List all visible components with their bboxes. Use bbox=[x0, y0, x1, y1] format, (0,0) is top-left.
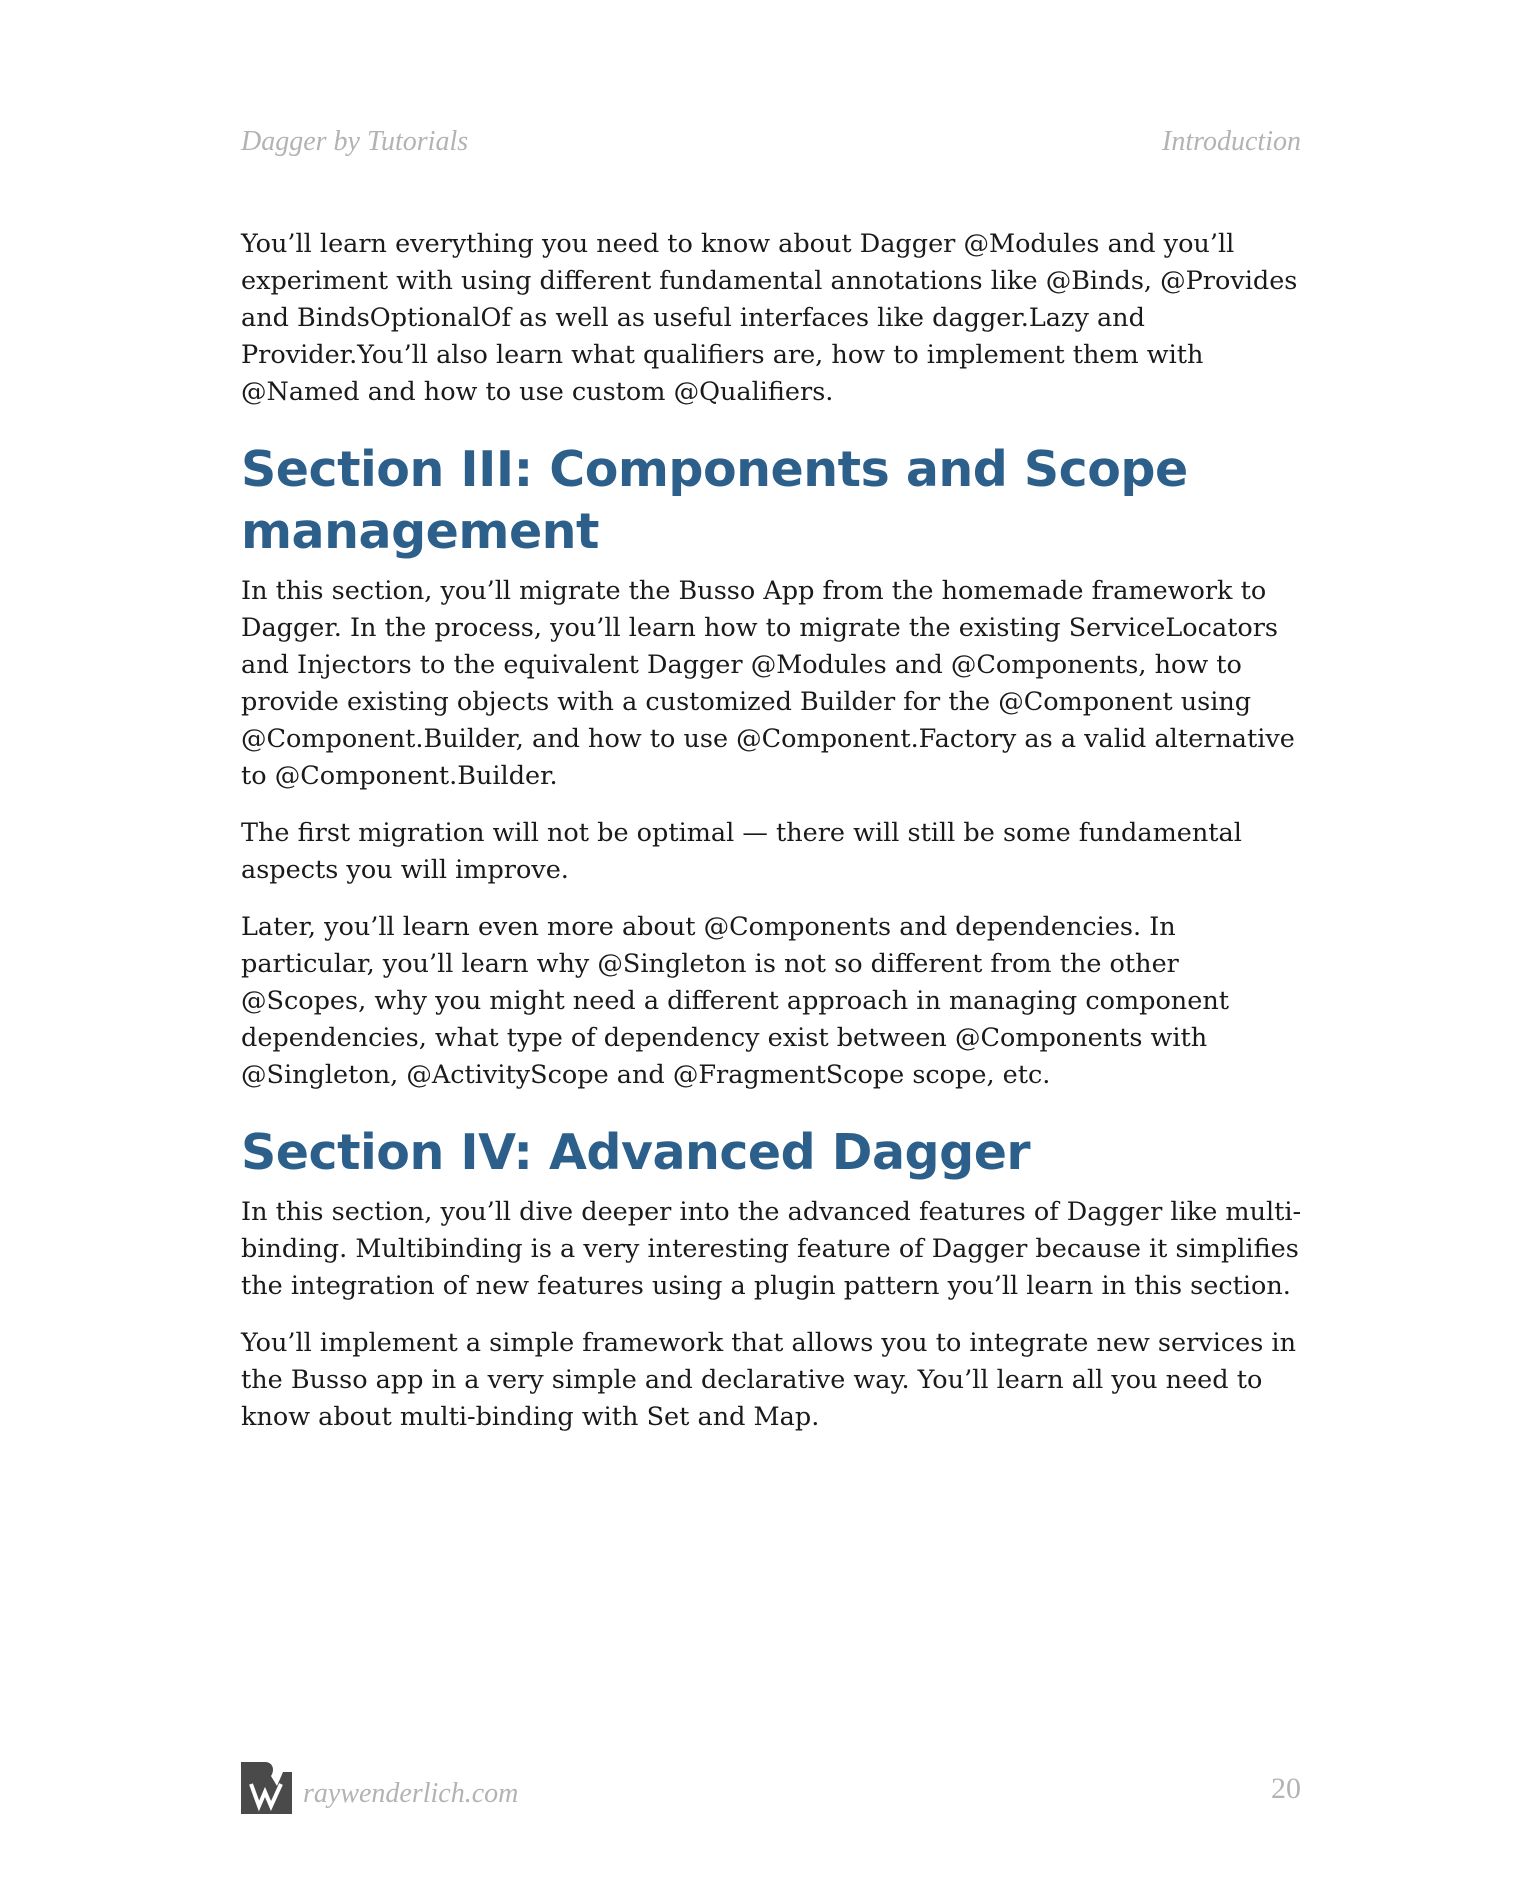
page-number: 20 bbox=[1271, 1772, 1301, 1805]
site-name: raywenderlich.com bbox=[303, 1778, 519, 1809]
book-title: Dagger by Tutorials bbox=[241, 126, 469, 157]
section-4-paragraph-1: In this section, you’ll dive deeper into the advanced features of Dagger like multi-binding. Multibinding is a very interesting feature of Dagger because it simplifies the integration of new features using a plugin pattern you’ll learn in this section. bbox=[241, 1197, 1302, 1301]
section-4-heading: Section IV: Advanced Dagger bbox=[241, 1124, 1031, 1181]
section-3-paragraph-1: In this section, you’ll migrate the Busso App from the homemade framework to Dagger. In the process, you’ll learn how to migrate the existing ServiceLocators and Injectors to the equivalent Dagger @Modules and @Components, how to provide existing objects with a customized Builder for the @Component using @Component.Builder, and how to use @Component.Factory as a valid alternative to @Component.Builder. bbox=[241, 576, 1295, 791]
chapter-title: Introduction bbox=[1162, 126, 1301, 157]
running-header bbox=[241, 126, 1301, 158]
raywenderlich-logo-icon bbox=[241, 1762, 292, 1814]
section-3-paragraph-3: Later, you’ll learn even more about @Components and dependencies. In particular, you’ll learn why @Singleton is not so different from the other @Scopes, why you might need a different approach in managing component dependencies, what type of dependency exist between @Components with @Singleton, @ActivityScope and @FragmentScope scope, etc. bbox=[241, 912, 1229, 1090]
section-3-paragraph-2: The first migration will not be optimal — there will still be some fundamental aspects you will improve. bbox=[241, 818, 1242, 885]
page-footer bbox=[241, 1762, 1301, 1818]
intro-paragraph: You’ll learn everything you need to know about Dagger @Modules and you’ll experiment with using different fundamental annotations like @Binds, @Provides and BindsOptionalOf as well as useful interfaces like dagger.Lazy and Provider.You’ll also learn what qualifiers are, how to implement them with @Named and how to use custom @Qualifiers. bbox=[241, 229, 1298, 407]
section-3-heading: Section III: Components and Scope management bbox=[241, 441, 1188, 560]
page-content bbox=[241, 226, 1303, 1456]
section-4-paragraph-2: You’ll implement a simple framework that allows you to integrate new services in the Busso app in a very simple and declarative way. You’ll learn all you need to know about multi-binding with Set and Map. bbox=[241, 1328, 1297, 1432]
